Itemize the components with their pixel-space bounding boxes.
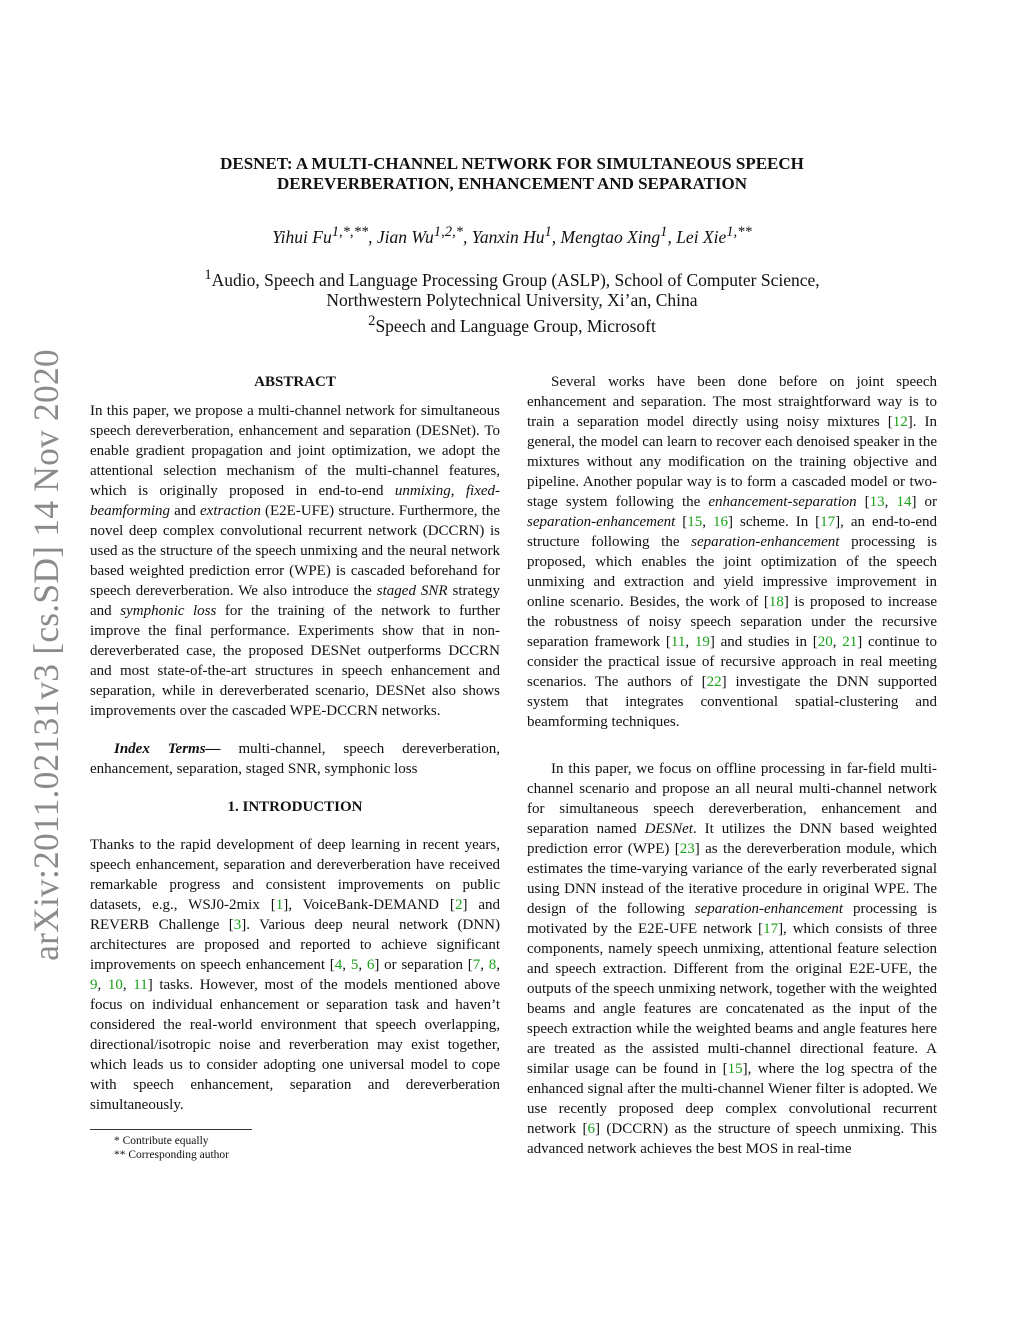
- italic-term: symphonic loss: [120, 603, 217, 619]
- author-affiliation-sup: 1,**: [726, 224, 752, 240]
- index-terms-text: multi-channel, speech dereverberation, enhancement, separation, staged SNR, symphonic loss: [90, 741, 501, 777]
- affiliation-2: [0, 311, 1024, 336]
- author-name: Jian Wu: [376, 226, 434, 247]
- italic-term: staged SNR: [376, 583, 448, 599]
- citation-link[interactable]: 10: [107, 977, 123, 993]
- italic-term: separation-enhancement: [694, 901, 844, 917]
- citation-link[interactable]: 16: [713, 514, 729, 530]
- intro-paragraph-1: Thanks to the rapid development of deep learning in recent years, speech enhancement, separation and dereverberation have received remarkable progress and consistent improvements on public datasets, e.g., WSJ0-2mix [1], VoiceBank-DEMAND [2] and REVERB Challenge [3]. Various deep neural network (DNN) architectures are proposed and reported to achieve significant improvements on speech enhancement [4, 5, 6] or separation [7, 8, 9, 10, 11] tasks. However, most of the models mentioned above focus on individual enhancement or separation task and haven’t considered the real-world environment that speech overlapping, directional/isotropic noise and reverberation may exist together, which leads us to consider adopting one universal model to cope with speech enhancement, separation and dereverberation simultaneously.: [90, 837, 501, 1113]
- citation-link[interactable]: 7: [472, 957, 481, 973]
- citation-link[interactable]: 17: [820, 514, 836, 530]
- citation-link[interactable]: 6: [366, 957, 375, 973]
- introduction-heading: 1. INTRODUCTION: [227, 799, 363, 815]
- citation-link[interactable]: 1: [275, 897, 284, 913]
- affiliation-1-sup: 1: [204, 267, 212, 283]
- footnote-2: ** Corresponding author: [114, 1149, 229, 1161]
- author-affiliation-sup: 1: [544, 224, 552, 240]
- italic-term: fixed-beamforming: [90, 483, 501, 519]
- left-column: [90, 372, 500, 1162]
- author-affiliation-sup: 1,2,*: [433, 224, 463, 240]
- arxiv-id: arXiv:2011.02131v3 [cs.SD] 14 Nov 2020: [26, 349, 66, 961]
- affiliation-1: [0, 265, 1024, 290]
- italic-term: separation-enhancement: [527, 514, 676, 530]
- citation-link[interactable]: 2: [454, 897, 463, 913]
- citation-link[interactable]: 11: [133, 977, 148, 993]
- affiliations: [0, 265, 1024, 336]
- citation-link[interactable]: 22: [706, 674, 722, 690]
- italic-term: DESNet: [644, 821, 693, 837]
- citation-link[interactable]: 11: [670, 634, 686, 650]
- citation-link[interactable]: 17: [763, 921, 779, 937]
- citation-link[interactable]: 15: [687, 514, 703, 530]
- citation-link[interactable]: 21: [842, 634, 858, 650]
- affiliation-1-line2: Northwestern Polytechnical University, Xi’an, China: [326, 290, 698, 311]
- index-terms-label: Index Terms—: [114, 741, 221, 757]
- abstract-body: In this paper, we propose a multi-channel network for simultaneous speech dereverberation, enhancement and separation (DESNet). To enable gradient propagation and joint optimization, we adopt the attentional selection mechanism of the multi-channel features, which is originally proposed in end-to-end unmixing, fixed-beamforming and extraction (E2E-UFE) structure. Furthermore, the novel deep complex convolutional recurrent network (DCCRN) is used as the structure of the speech unmixing and the neural network based weighted prediction error (WPE) is cascaded beforehand for speech dereverberation. We also introduce the staged SNR strategy and symphonic loss for the training of the network to further improve the final performance. Experiments show that in non-dereverberated case, the proposed DESNet outperforms DCCRN and most state-of-the-art structures in speech enhancement and separation, while in dereverberated scenario, DESNet also shows improvements over the cascaded WPE-DCCRN networks.: [90, 403, 501, 719]
- citation-link[interactable]: 20: [817, 634, 833, 650]
- footnote-rule: [90, 1129, 252, 1130]
- citation-link[interactable]: 6: [587, 1121, 596, 1137]
- arxiv-stamp: [26, 350, 66, 960]
- italic-term: extraction: [200, 503, 261, 519]
- intro-paragraph-2: Several works have been done before on joint speech enhancement and separation. The most straightforward way is to train a separation model directly using noisy mixtures [12]. In general, the model can learn to recover each denoised speaker in the mixtures without any modification on the training objective and pipeline. Another popular way is to form a cascaded model or two-stage system following the enhancement-separation [13, 14] or separation-enhancement [15, 16] scheme. In [17], an end-to-end structure following the separation-enhancement processing is proposed, which enables the joint optimization of the speech unmixing and extraction and yield impressive improvement in online scenario. Besides, the work of [18] is proposed to increase the robustness of noisy speech separation under the recursive separation framework [11, 19] and studies in [20, 21] continue to consider the practical issue of recursive approach in real meeting scenarios. The authors of [22] investigate the DNN supported system that integrates conventional spatial-clustering and beamforming techniques.: [527, 374, 938, 730]
- citation-link[interactable]: 8: [488, 957, 497, 973]
- title-line-2: DEREVERBERATION, ENHANCEMENT AND SEPARATION: [276, 174, 748, 193]
- author-name: Yanxin Hu: [471, 226, 545, 247]
- paper-title: [0, 154, 1024, 194]
- citation-link[interactable]: 12: [892, 414, 908, 430]
- abstract-heading: ABSTRACT: [254, 374, 336, 390]
- citation-link[interactable]: 3: [233, 917, 242, 933]
- affiliation-1-line1: Audio, Speech and Language Processing Group (ASLP), School of Computer Science,: [211, 269, 820, 290]
- citation-link[interactable]: 5: [350, 957, 359, 973]
- footnote-1: * Contribute equally: [114, 1135, 209, 1147]
- intro-paragraph-3: In this paper, we focus on offline processing in far-field multi-channel scenario and propose an all neural multi-channel network for simultaneous speech dereverberation, enhancement and separation named DESNet. It utilizes the DNN based weighted prediction error (WPE) [23] as the dereverberation module, which estimates the time-varying variance of the early reverberated signal using DNN instead of the iterative procedure in original WPE. The design of the following separation-enhancement processing is motivated by the E2E-UFE network [17], which consists of three components, namely speech unmixing, attentional feature selection and speech extraction. Different from the original E2E-UFE, the outputs of the speech unmixing network, together with the weighted beams and angle features are concatenated as the input of the speech extraction while the weighted beams and angle features here are treated as the assisted multi-channel directional feature. A similar usage can be found in [15], where the log spectra of the enhanced signal after the multi-channel Wiener filter is adopted. We use recently proposed deep complex convolutional recurrent network [6] (DCCRN) as the structure of speech unmixing. This advanced network achieves the best MOS in real-time: [527, 761, 938, 1157]
- citation-link[interactable]: 14: [896, 494, 912, 510]
- author-name: Mengtao Xing: [560, 226, 661, 247]
- italic-term: unmixing: [394, 483, 451, 499]
- affiliation-2-sup: 2: [368, 312, 376, 329]
- right-column: [527, 372, 937, 1159]
- citation-link[interactable]: 18: [768, 594, 784, 610]
- citation-link[interactable]: 4: [334, 957, 343, 973]
- title-line-1: DESNET: A MULTI-CHANNEL NETWORK FOR SIMULTANEOUS SPEECH: [220, 154, 804, 173]
- author-affiliation-sup: 1: [660, 224, 668, 240]
- affiliation-2-line1: Speech and Language Group, Microsoft: [375, 315, 656, 336]
- author-list: Yihui $Fu^{1,*,**}$, Jian $Wu^{1,2,*}$, Yanxin Hu$^1$, Mengtao Xing$^1$, Lei Xie$^{1,**}$: [272, 224, 752, 247]
- citation-link[interactable]: 9: [90, 977, 98, 993]
- italic-term: enhancement-separation: [708, 494, 857, 510]
- author-name: Lei Xie: [676, 226, 727, 247]
- author-affiliation-sup: 1,*,**: [331, 224, 369, 240]
- index-terms: [90, 739, 500, 779]
- citation-link[interactable]: 19: [694, 634, 710, 650]
- author-name: Yihui Fu: [272, 226, 332, 247]
- citation-link[interactable]: 23: [679, 841, 695, 857]
- italic-term: separation-enhancement: [691, 534, 840, 550]
- citation-link[interactable]: 15: [727, 1061, 743, 1077]
- citation-link[interactable]: 13: [869, 494, 885, 510]
